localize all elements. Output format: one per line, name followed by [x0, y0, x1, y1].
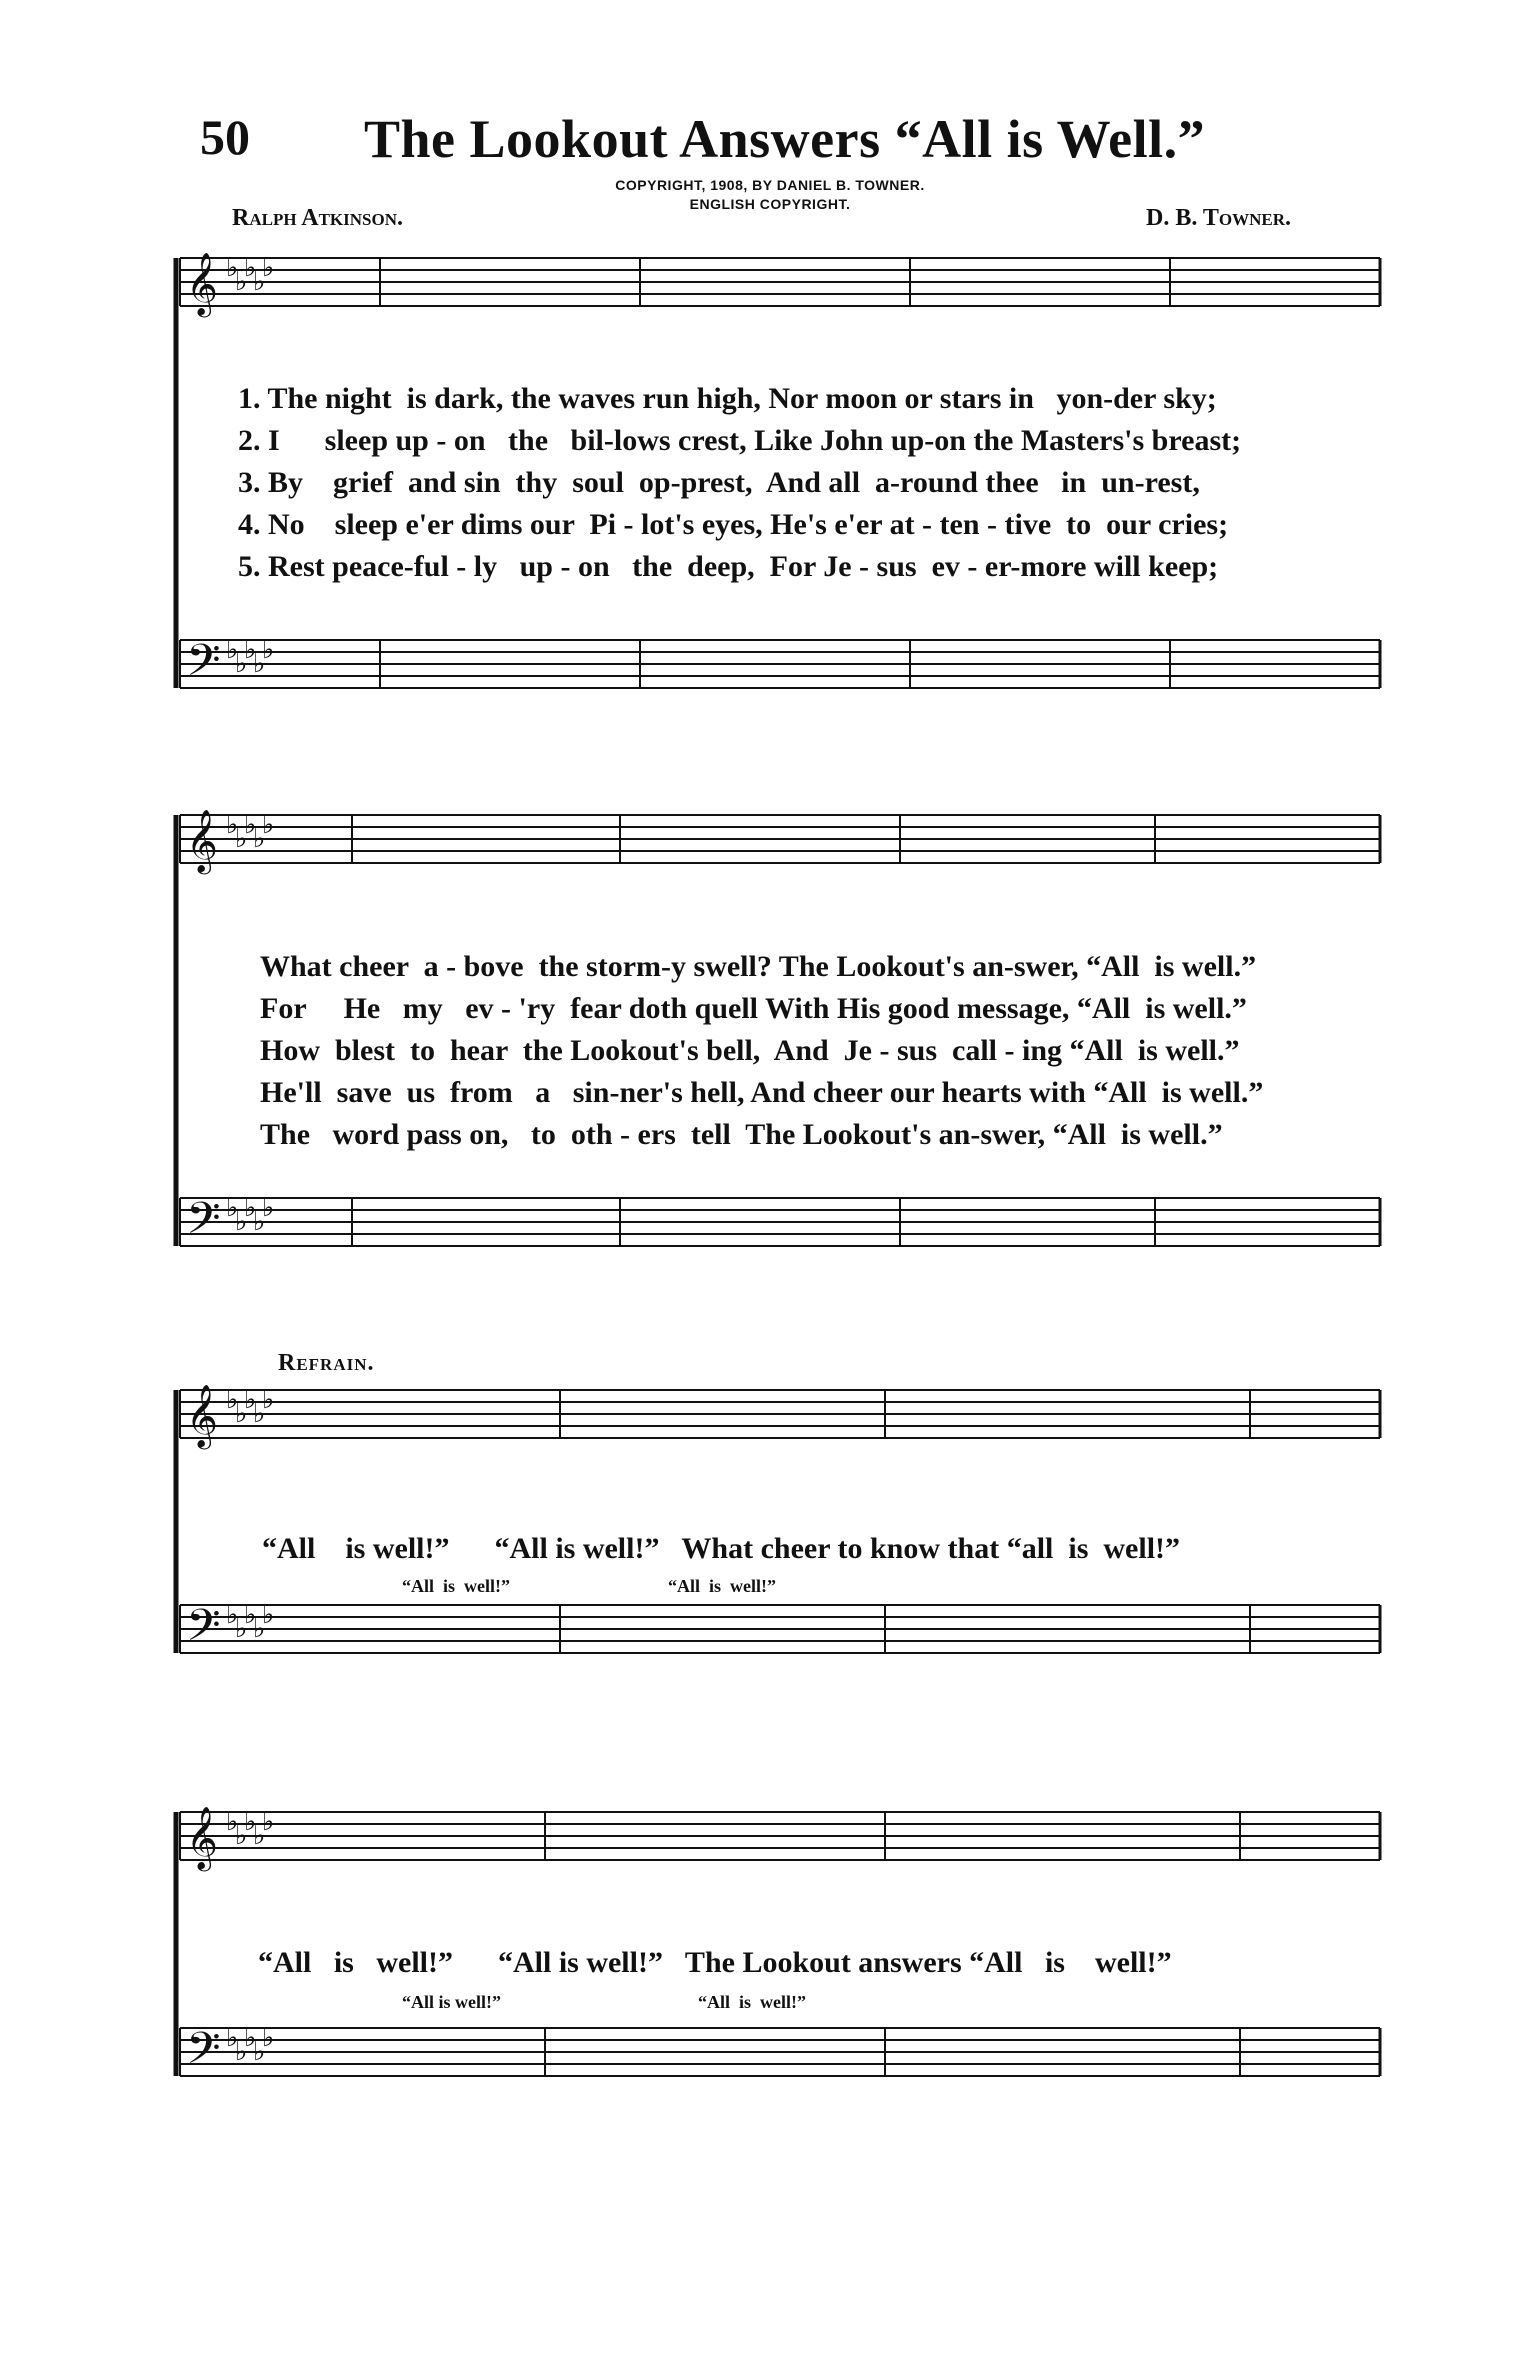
flat-icon: ♭	[226, 2023, 239, 2053]
flat-icon: ♭	[262, 1385, 275, 1415]
verse-line: 1. The night is dark, the waves run high, Nor moon or stars in yon-der sky;	[238, 382, 1217, 415]
flat-icon: ♭	[226, 1600, 239, 1630]
copyright-line: ENGLISH COPYRIGHT.	[689, 196, 851, 212]
flat-icon: ♭	[253, 649, 266, 679]
flat-icon: ♭	[253, 1399, 266, 1429]
flat-icon: ♭	[235, 1614, 248, 1644]
verse-line: He'll save us from a sin-ner's hell, And cheer our hearts with “All is well.”	[260, 1076, 1264, 1109]
flat-icon: ♭	[235, 824, 248, 854]
copyright-line: COPYRIGHT, 1908, BY DANIEL B. TOWNER.	[615, 177, 925, 193]
flat-icon: ♭	[235, 1821, 248, 1851]
flat-icon: ♭	[262, 253, 275, 283]
refrain-lyric: “All is well!” “All is well!” The Lookout answers “All is well!”	[258, 1946, 1172, 1979]
lyricist-credit: Ralph Atkinson.	[232, 205, 403, 231]
verse-line: 3. By grief and sin thy soul op-prest, And all a-round thee in un-rest,	[238, 466, 1200, 499]
flat-icon: ♭	[235, 267, 248, 297]
refrain-echo: “All is well!”	[402, 1576, 510, 1596]
flat-icon: ♭	[244, 810, 257, 840]
composer-credit: D. B. Towner.	[1146, 205, 1292, 231]
flat-icon: ♭	[244, 635, 257, 665]
treble-clef-icon: 𝄞	[186, 1806, 218, 1869]
flat-icon: ♭	[226, 253, 239, 283]
flat-icon: ♭	[244, 1193, 257, 1223]
flat-icon: ♭	[226, 1193, 239, 1223]
flat-icon: ♭	[226, 635, 239, 665]
bass-clef-icon: 𝄢	[186, 634, 221, 697]
flat-icon: ♭	[235, 2037, 248, 2067]
refrain-label: Refrain.	[278, 1350, 375, 1376]
hymn-title: The Lookout Answers “All is Well.”	[364, 109, 1206, 169]
flat-icon: ♭	[262, 1600, 275, 1630]
bass-clef-icon: 𝄢	[186, 2022, 221, 2085]
flat-icon: ♭	[226, 1385, 239, 1415]
flat-icon: ♭	[262, 1807, 275, 1837]
refrain-echo: “All is well!”	[698, 1992, 806, 2012]
bass-clef-icon: 𝄢	[186, 1599, 221, 1662]
flat-icon: ♭	[262, 2023, 275, 2053]
verse-line: 5. Rest peace-ful - ly up - on the deep, For Je - sus ev - er-more will keep;	[238, 550, 1219, 583]
treble-clef-icon: 𝄞	[186, 1384, 218, 1447]
refrain-echo: “All is well!”	[668, 1576, 776, 1596]
flat-icon: ♭	[244, 253, 257, 283]
flat-icon: ♭	[262, 1193, 275, 1223]
flat-icon: ♭	[226, 1807, 239, 1837]
bass-clef-icon: 𝄢	[186, 1192, 221, 1255]
verse-line: How blest to hear the Lookout's bell, And Je - sus call - ing “All is well.”	[260, 1034, 1240, 1067]
verse-line: The word pass on, to oth - ers tell The Lookout's an-swer, “All is well.”	[260, 1118, 1223, 1151]
flat-icon: ♭	[244, 1807, 257, 1837]
flat-icon: ♭	[235, 1399, 248, 1429]
flat-icon: ♭	[262, 635, 275, 665]
flat-icon: ♭	[226, 810, 239, 840]
verse-line: 2. I sleep up - on the bil-lows crest, Like John up-on the Masters's breast;	[238, 424, 1242, 457]
treble-clef-icon: 𝄞	[186, 252, 218, 315]
verse-line: 4. No sleep e'er dims our Pi - lot's eyes, He's e'er at - ten - tive to our cries;	[238, 508, 1229, 541]
flat-icon: ♭	[253, 824, 266, 854]
flat-icon: ♭	[235, 1207, 248, 1237]
flat-icon: ♭	[244, 1600, 257, 1630]
flat-icon: ♭	[244, 1385, 257, 1415]
flat-icon: ♭	[253, 1207, 266, 1237]
flat-icon: ♭	[262, 810, 275, 840]
flat-icon: ♭	[253, 1821, 266, 1851]
hymn-number: 50	[200, 109, 250, 165]
flat-icon: ♭	[244, 2023, 257, 2053]
treble-clef-icon: 𝄞	[186, 809, 218, 872]
verse-line: For He my ev - 'ry fear doth quell With His good message, “All is well.”	[260, 992, 1247, 1025]
flat-icon: ♭	[235, 649, 248, 679]
flat-icon: ♭	[253, 267, 266, 297]
verse-line: What cheer a - bove the storm-y swell? The Lookout's an-swer, “All is well.”	[260, 950, 1257, 983]
refrain-echo: “All is well!”	[402, 1992, 501, 2012]
refrain-lyric: “All is well!” “All is well!” What cheer to know that “all is well!”	[262, 1532, 1181, 1565]
flat-icon: ♭	[253, 2037, 266, 2067]
flat-icon: ♭	[253, 1614, 266, 1644]
